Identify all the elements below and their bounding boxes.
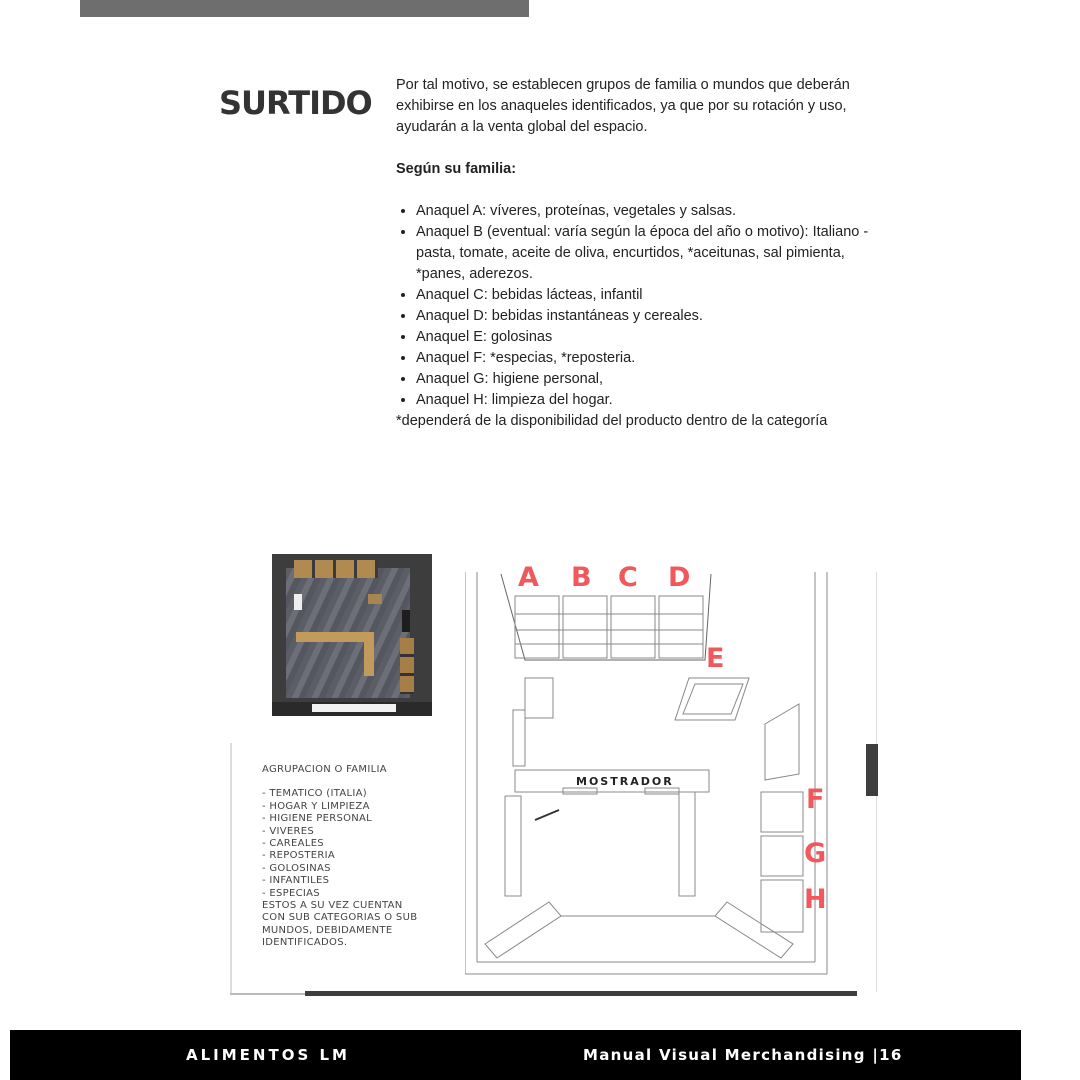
legend-line: - REPOSTERIA (262, 850, 336, 862)
shelf-label-h: H (804, 884, 827, 915)
plan-wall-panel (765, 704, 799, 780)
body-text (396, 75, 896, 432)
plan-shelf-d (659, 596, 703, 658)
shelf-label-g: G (804, 838, 827, 869)
legend-line: - INFANTILES (262, 875, 330, 887)
plan-shelf-f (761, 792, 803, 832)
header-bar (80, 0, 529, 17)
plan-shelf-h (761, 880, 803, 932)
legend-line: - VIVERES (262, 825, 315, 837)
legend-line: CON SUB CATEGORIAS O SUB (262, 912, 418, 924)
intro-paragraph: Por tal motivo, se establecen grupos de familia o mundos que deberán exhibirse en los anaqueles identificados, ya que por su rotación y uso, ayudarán a la venta global del espacio. (396, 77, 850, 135)
footer-manual-title: Manual Visual Merchandising |16 (583, 1046, 903, 1064)
store-layout-figure (230, 552, 878, 996)
store-3d-render (272, 554, 432, 716)
shelf-item-e: • Anaquel E: golosinas (416, 327, 896, 348)
counter-label: MOSTRADOR (576, 775, 674, 788)
plan-shelf-b (563, 596, 607, 658)
footer-brand: ALIMENTOS LM (186, 1046, 350, 1064)
section-title: SURTIDO (219, 84, 372, 122)
legend-title: AGRUPACION O FAMILIA (262, 764, 387, 775)
shelf-item-h: • Anaquel H: limpieza del hogar. (416, 390, 896, 411)
sheet-tab (866, 744, 878, 796)
shelf-item-c: • Anaquel C: bebidas lácteas, infantil (416, 285, 896, 306)
legend-line: - ESPECIAS (262, 887, 320, 899)
page-footer (10, 1030, 1021, 1080)
legend-frame (230, 743, 232, 993)
plan-shelf-c (611, 596, 655, 658)
shelf-label-c: C (618, 562, 638, 593)
render-shelves (294, 560, 378, 578)
shelf-label-a: A (518, 562, 539, 593)
legend-line: IDENTIFICADOS. (262, 937, 348, 949)
sheet-strip-light (230, 993, 305, 995)
legend-line: - HIGIENE PERSONAL (262, 813, 373, 825)
shelf-label-d: D (668, 562, 691, 593)
render-entrance (312, 704, 396, 712)
shelf-label-e: E (706, 643, 725, 674)
render-cart (368, 594, 382, 604)
shelf-label-b: B (571, 562, 592, 593)
render-screen (402, 610, 410, 632)
render-counter-side (364, 632, 374, 676)
legend-line: - HOGAR Y LIMPIEZA (262, 800, 370, 812)
plan-shelf-g (761, 836, 803, 876)
legend-line: MUNDOS, DEBIDAMENTE (262, 924, 393, 936)
shelf-item-g: • Anaquel G: higiene personal, (416, 369, 896, 390)
legend-line: - CAREALES (262, 838, 324, 850)
legend-line: - TEMATICO (ITALIA) (262, 788, 367, 800)
legend-line: ESTOS A SU VEZ CUENTAN (262, 900, 403, 912)
shelf-item-d: • Anaquel D: bebidas instantáneas y cereales. (416, 306, 896, 327)
render-side-shelves (400, 638, 414, 694)
family-subhead: Según su familia: (396, 161, 517, 177)
render-computer (294, 594, 302, 610)
shelf-list (396, 201, 896, 411)
shelf-item-a: • Anaquel A: víveres, proteínas, vegetales y salsas. (416, 201, 896, 222)
shelf-label-f: F (806, 784, 825, 815)
render-counter (296, 632, 372, 642)
sheet-strip (305, 991, 857, 996)
shelf-item-b: • Anaquel B (eventual: varía según la época del año o motivo): Italiano - pasta, tomate, aceite de oliva, encurtidos, *aceitunas, sal pimienta, *panes, aderezos. (416, 222, 896, 285)
legend-line: - GOLOSINAS (262, 862, 331, 874)
shelf-item-f: • Anaquel F: *especias, *reposteria. (416, 348, 896, 369)
family-legend (262, 764, 417, 950)
footnote: *dependerá de la disponibilidad del producto dentro de la categoría (396, 413, 828, 429)
